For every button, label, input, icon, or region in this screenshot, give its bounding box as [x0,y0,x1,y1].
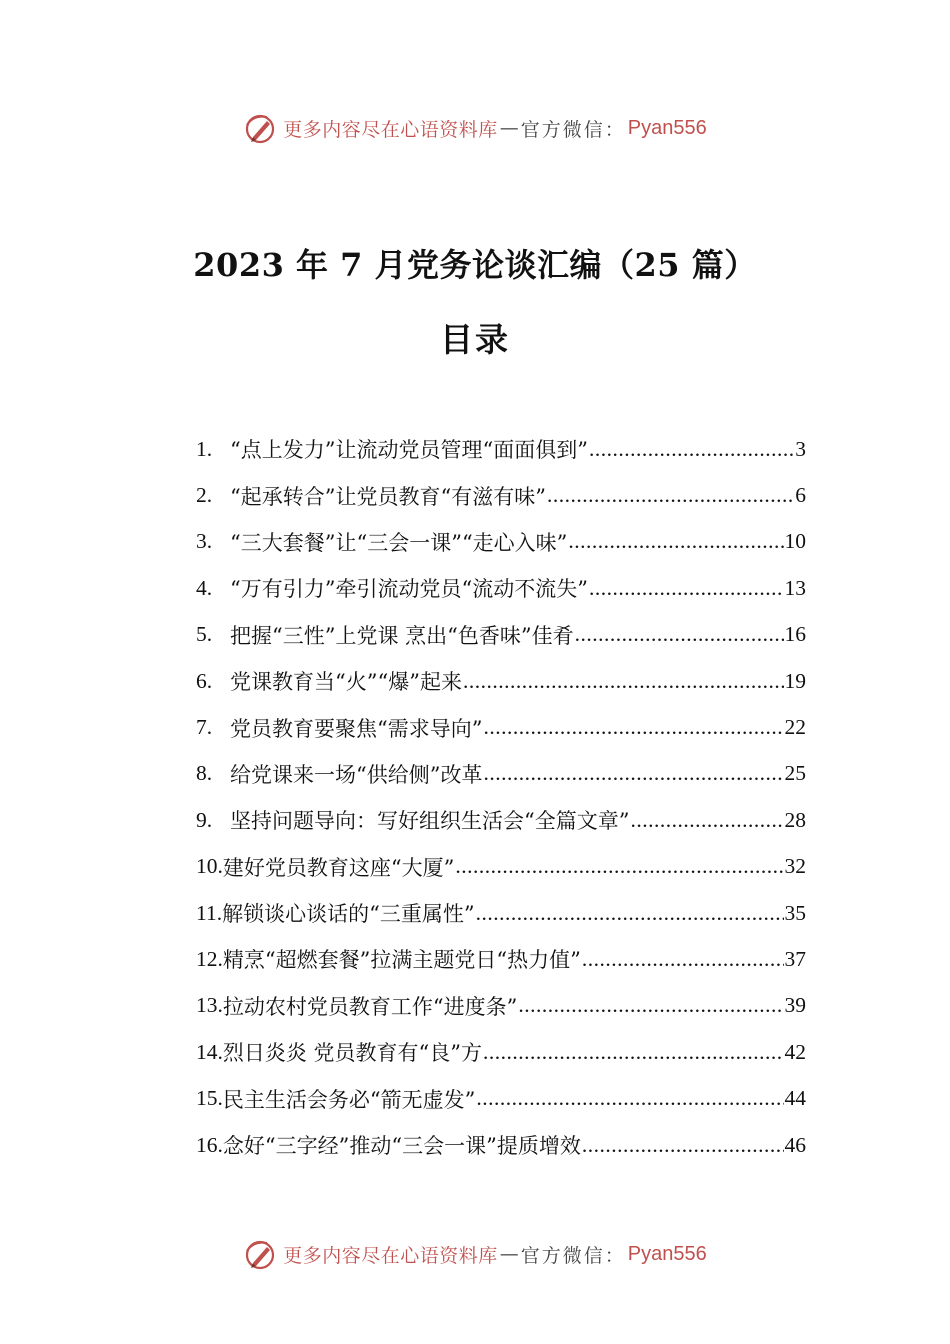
toc-entry-page: 37 [784,946,806,971]
toc-dot-leader [568,529,783,554]
toc-entry[interactable] [196,472,806,518]
toc-entry[interactable] [196,519,806,565]
toc-dot-leader [483,1040,783,1065]
toc-entry[interactable] [196,612,806,658]
toc-entry-page: 6 [795,483,806,508]
toc-dot-leader [582,1133,784,1158]
toc-entry-number: 5. [196,622,213,647]
toc-entry-page: 10 [784,529,806,554]
toc-entry-page: 13 [784,575,806,600]
toc-entry[interactable] [196,658,806,704]
toc-entry-title: 烈日炎炎 党员教育有“良”方 [222,1041,483,1066]
footer-watermark [0,1232,950,1276]
toc-dot-leader [630,808,783,833]
toc-dot-leader [518,993,783,1018]
toc-entry-page: 28 [784,807,806,832]
toc-dot-leader [483,715,783,740]
toc-entry-page: 25 [784,761,806,786]
banner-dash: — [499,1243,519,1265]
toc-entry-title: 解锁谈心谈话的“三重属性” [222,902,475,927]
toc-dot-leader [575,622,784,647]
toc-entry-page: 3 [795,436,806,461]
toc-entry[interactable] [196,983,806,1029]
toc-entry-title: 念好“三字经”推动“三会一课”提质增效 [222,1134,581,1159]
toc-entry-number: 9. [196,807,213,832]
toc-entry-number: 1. [196,436,213,461]
table-of-contents [196,426,806,1168]
toc-entry-title: 坚持问题导向：写好组织生活会“全篇文章” [230,809,630,834]
toc-entry[interactable] [196,844,806,890]
toc-entry-title: “起承转合”让党员教育“有滋有味” [230,484,546,509]
toc-entry-page: 44 [784,1086,806,1111]
toc-entry-title: 民主生活会务必“箭无虚发” [222,1087,476,1112]
toc-entry-title: “三大套餐”让“三会一课”“走心入味” [230,530,568,555]
toc-entry-number: 15. [196,1086,223,1111]
toc-entry-number: 13. [196,993,223,1018]
toc-entry-page: 22 [784,715,806,740]
toc-heading: 目录 [440,320,510,359]
banner-slogan: 更多内容尽在心语资料库 [283,118,498,141]
toc-entry-title: 精烹“超燃套餐”拉满主题党日“热力值” [222,948,581,973]
banner-slogan: 更多内容尽在心语资料库 [283,1244,498,1267]
toc-entry-title: 把握“三性”上党课 烹出“色香味”佳肴 [230,623,574,648]
toc-entry[interactable] [196,704,806,750]
toc-entry[interactable] [196,565,806,611]
toc-entry[interactable] [196,890,806,936]
toc-dot-leader [547,483,794,508]
toc-entry-number: 4. [196,575,213,600]
toc-entry-page: 42 [784,1039,806,1064]
banner-wechat-id: Pyan556 [627,116,707,139]
document-title: 2023 年 7 月党务论谈汇编（25 篇） [193,246,757,284]
toc-entry-number: 11. [196,900,223,925]
toc-entry[interactable] [196,426,806,472]
toc-entry-number: 16. [196,1132,223,1157]
toc-entry[interactable] [196,1075,806,1121]
toc-entry-title: “万有引力”牵引流动党员“流动不流失” [230,577,588,602]
toc-entry-number: 6. [196,668,213,693]
toc-dot-leader [483,761,783,786]
banner-wechat-id: Pyan556 [627,1242,707,1265]
toc-entry-title: 拉动农村党员教育工作“进度条” [222,994,518,1019]
toc-dot-leader [476,901,784,926]
toc-entry-page: 46 [784,1132,806,1157]
header-watermark [0,106,950,150]
toc-entry-page: 39 [784,993,806,1018]
toc-entry[interactable] [196,1029,806,1075]
toc-entry-number: 2. [196,483,213,508]
toc-entry-title: 党课教育当“火”“爆”起来 [230,670,462,695]
toc-entry-page: 32 [784,854,806,879]
pen-logo-icon [243,1237,277,1271]
toc-entry-page: 19 [784,668,806,693]
banner-dash: — [499,117,519,139]
toc-dot-leader [589,576,784,601]
pen-logo-icon [243,111,277,145]
toc-entry-title: 党员教育要聚焦“需求导向” [230,716,483,741]
toc-entry-number: 12. [196,946,223,971]
toc-entry-title: 建好党员教育这座“大厦” [222,855,455,880]
toc-dot-leader [589,437,794,462]
toc-entry-number: 8. [196,761,213,786]
toc-entry[interactable] [196,936,806,982]
banner-wechat-label: 官方微信： [520,1244,626,1267]
toc-entry-page: 16 [784,622,806,647]
toc-entry[interactable] [196,1122,806,1168]
toc-entry-number: 10. [196,854,223,879]
toc-entry-number: 3. [196,529,213,554]
toc-entry[interactable] [196,751,806,797]
toc-entry-page: 35 [784,900,806,925]
toc-entry-number: 7. [196,715,213,740]
banner-wechat-label: 官方微信： [520,118,626,141]
toc-dot-leader [476,1086,783,1111]
toc-entry-number: 14. [196,1039,223,1064]
toc-dot-leader [455,854,783,879]
toc-entry[interactable] [196,797,806,843]
toc-entry-title: “点上发力”让流动党员管理“面面俱到” [230,438,588,463]
toc-dot-leader [582,947,784,972]
toc-entry-title: 给党课来一场“供给侧”改革 [230,762,483,787]
toc-dot-leader [463,669,784,694]
